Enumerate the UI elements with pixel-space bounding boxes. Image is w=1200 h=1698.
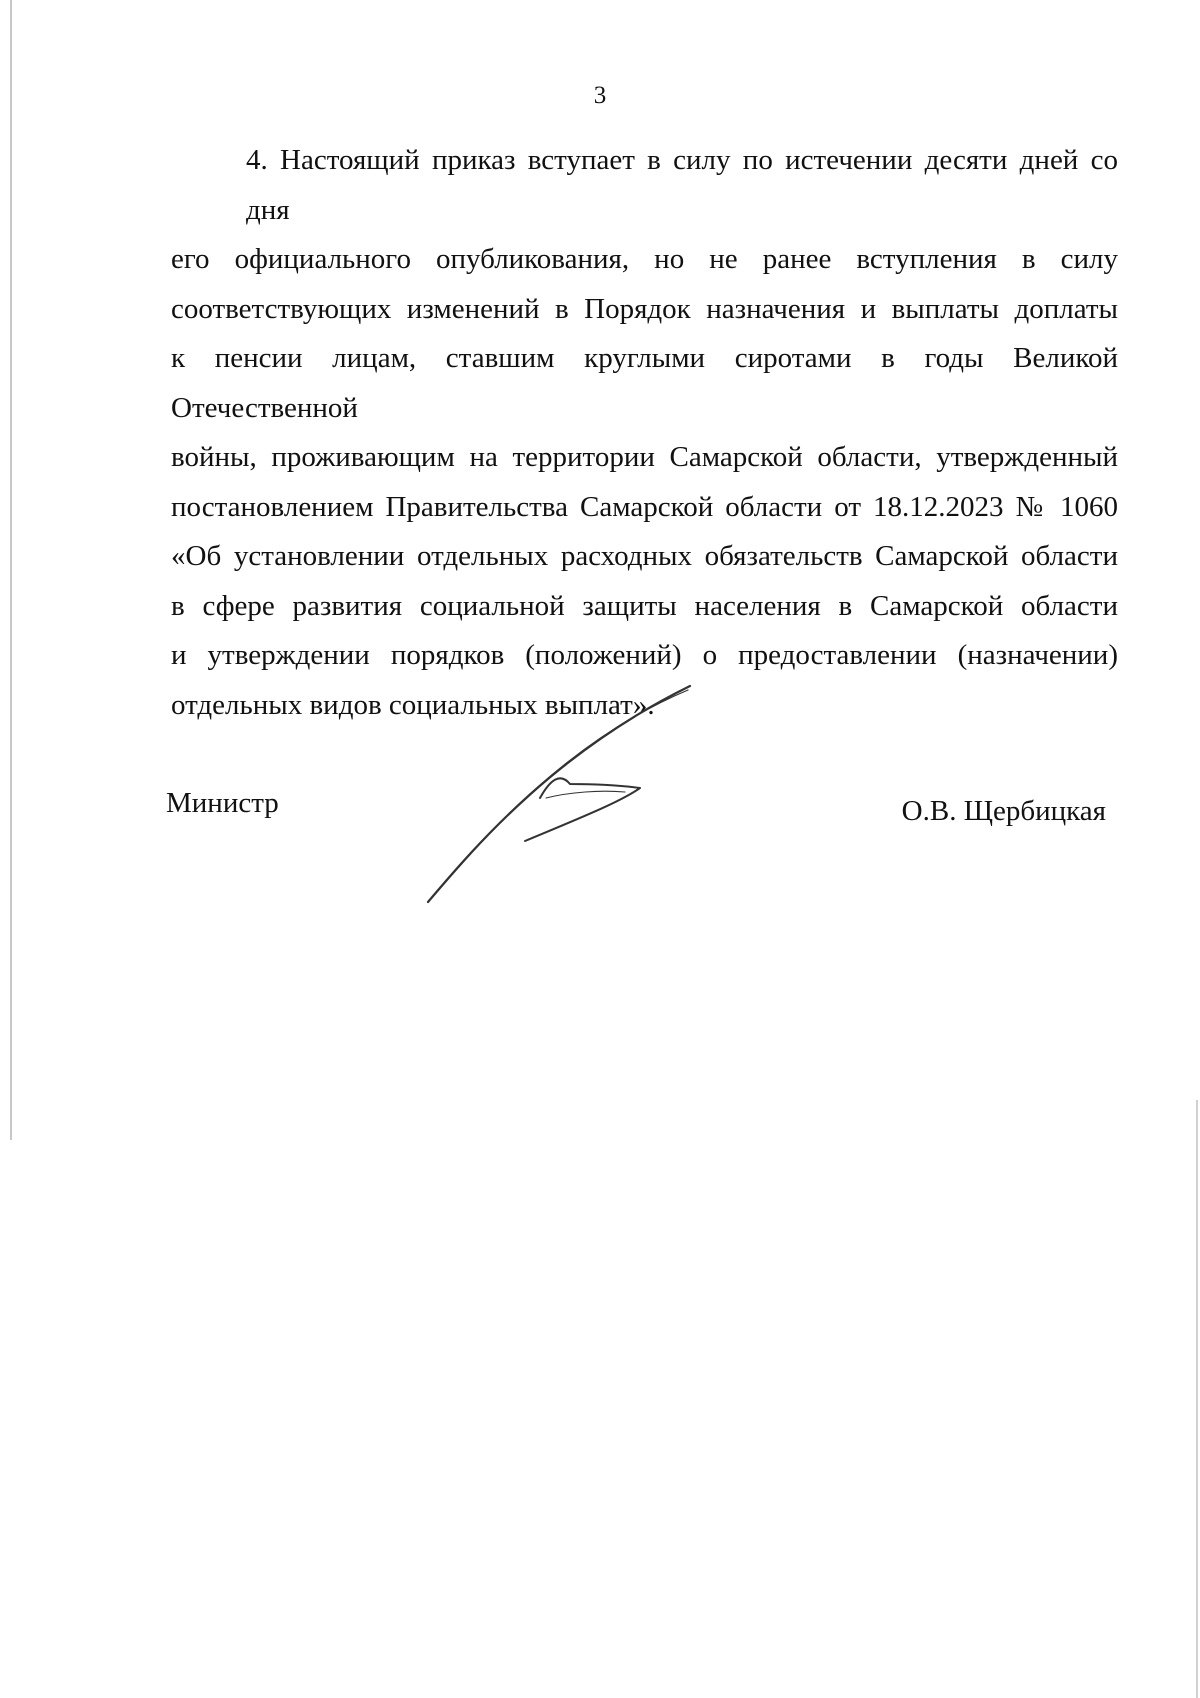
paragraph-4 — [171, 136, 1118, 730]
signatory-title: Министр — [166, 787, 279, 819]
paragraph-line: отдельных видов социальных выплат». — [171, 688, 655, 721]
paragraph-line: 4. Настоящий приказ вступает в силу по истечении десяти дней со дня — [246, 144, 1118, 226]
paragraph-line: соответствующих изменений в Порядок назначения и выплаты доплаты — [171, 292, 1118, 325]
paragraph-line: войны, проживающим на территории Самарской области, утвержденный — [171, 441, 1118, 473]
paragraph-line: и утверждении порядков (положений) о предоставлении (назначении) — [171, 639, 1118, 671]
order-paragraph — [171, 136, 1118, 730]
signature-icon — [420, 680, 710, 910]
paragraph-line: к пенсии лицам, ставшим круглыми сиротами в годы Великой Отечественной — [171, 342, 1118, 424]
paragraph-line: в сфере развития социальной защиты населения в Самарской области — [171, 589, 1118, 622]
paragraph-line: его официального опубликования, но не ранее вступления в силу — [171, 243, 1118, 275]
signatory-name: О.В. Щербицкая — [901, 795, 1106, 827]
paragraph-line: «Об установлении отдельных расходных обязательств Самарской области — [171, 540, 1118, 572]
scan-edge-right — [1196, 1100, 1198, 1698]
page-number: 3 — [593, 82, 607, 109]
scan-edge-left — [10, 0, 12, 1140]
paragraph-line: постановлением Правительства Самарской области от 18.12.2023 № 1060 — [171, 490, 1118, 523]
